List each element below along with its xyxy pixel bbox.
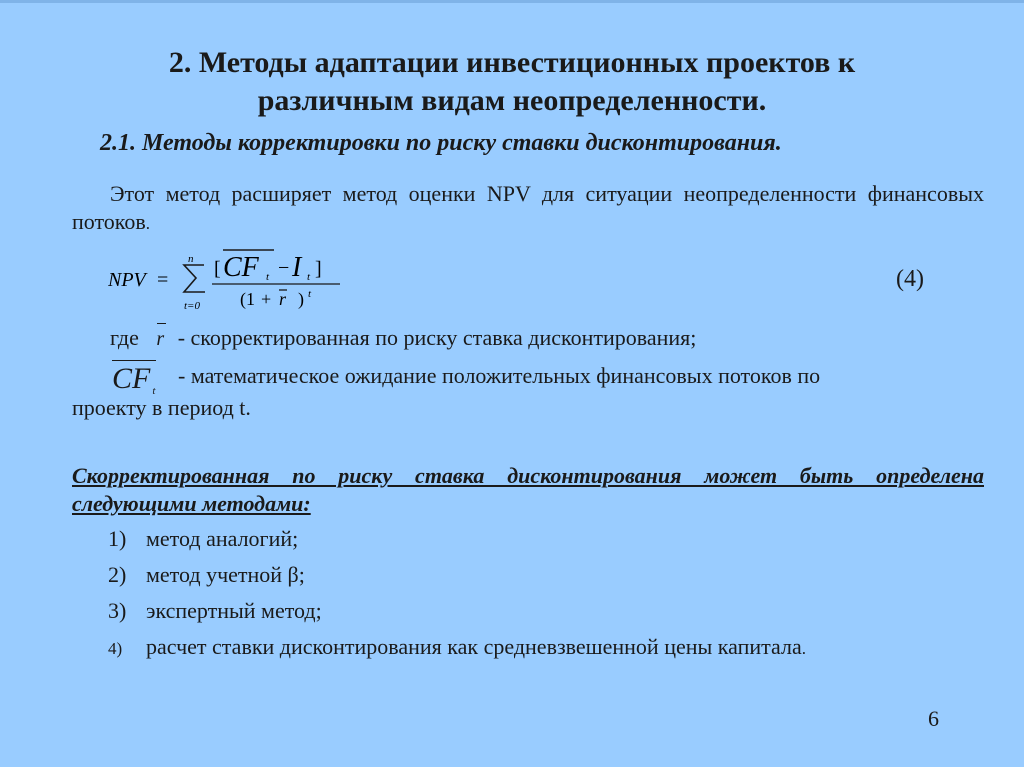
- def-r-symbol: r: [156, 325, 164, 353]
- numerator-cf-subscript: t: [266, 271, 270, 283]
- def-cf-text-2: проекту в период t.: [72, 395, 251, 420]
- def-r-line: [110, 324, 696, 353]
- title-line-1: 2. Методы адаптации инвестиционных проектов к: [168, 46, 856, 79]
- sum-lower-limit: t=0: [184, 300, 200, 312]
- numerator-i-subscript: t: [307, 271, 311, 283]
- sum-upper-limit: n: [188, 253, 194, 265]
- formula-number: (4): [896, 266, 924, 292]
- denominator-plus: +: [261, 289, 272, 309]
- page-number: 6: [928, 706, 939, 731]
- slide-subtitle: 2.1. Методы корректировки по риску ставки дисконтирования.: [100, 130, 782, 156]
- methods-list: [108, 521, 806, 667]
- numerator-open-bracket: [: [214, 258, 221, 280]
- numerator-minus: −: [278, 257, 290, 279]
- list-item: 3) экспертный метод;: [108, 598, 322, 623]
- title-line-2: различным видам неопределенности.: [257, 84, 767, 117]
- numerator-cf: CF: [223, 252, 259, 283]
- formula-lhs: NPV: [108, 269, 146, 291]
- denominator-close: ): [298, 289, 304, 309]
- numerator-i: I: [292, 252, 302, 283]
- list-item: 4) расчет ставки дисконтирования как средневзвешенной цены капитала.: [108, 634, 806, 659]
- numerator-close-bracket: ]: [315, 258, 322, 280]
- def-cf-text-1: - математическое ожидание положительных финансовых потоков по: [178, 363, 821, 388]
- sum-sign-icon: [184, 265, 205, 292]
- list-item: 2) метод учетной β;: [108, 562, 305, 587]
- intro-paragraph: [72, 180, 984, 238]
- npv-formula: [108, 248, 348, 318]
- def-cf-symbol: CF $_t$: [112, 362, 156, 397]
- intro-text: Этот метод расширяет метод оценки NPV для ситуации неопределенности финансовых потоков: [72, 181, 984, 234]
- list-item: 1) метод аналогий;: [108, 526, 299, 551]
- denominator-r: r: [279, 289, 287, 309]
- denominator-open: (1: [240, 289, 255, 309]
- methods-heading: Скорректированная по риску ставка дисконтирования может быть определена следующими методами:: [72, 463, 984, 516]
- slide-title: [0, 44, 1024, 120]
- def-r-text: - скорректированная по риску ставка дисконтирования;: [177, 325, 697, 350]
- intro-period: .: [145, 214, 151, 233]
- formula-equals: =: [157, 269, 169, 291]
- denominator-exponent: t: [308, 288, 312, 300]
- def-r-prefix: где: [110, 325, 139, 350]
